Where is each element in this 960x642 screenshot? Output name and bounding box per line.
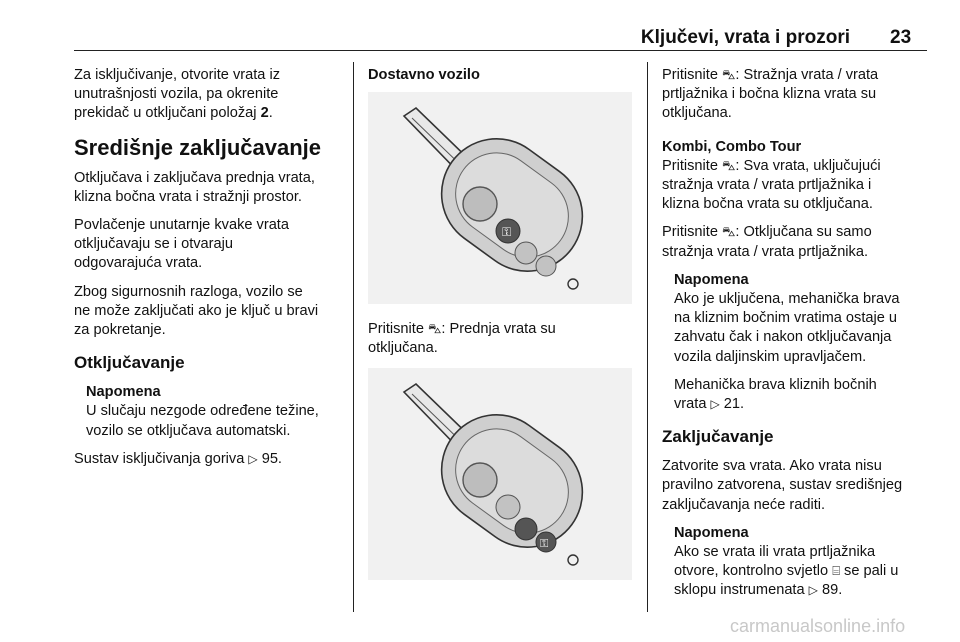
column-divider-1 [353,62,354,612]
car-rear-unlock-icon: ⛍ [722,68,736,83]
column-2 [368,66,632,580]
car-front-unlock-icon: ⛍ [722,158,736,174]
page-reference-arrow-icon: ▷ [808,583,818,598]
note-label: Napomena [86,384,161,401]
column-divider-2 [647,62,648,612]
svg-text:⚿: ⚿ [502,225,512,240]
note-label: Napomena [674,524,749,541]
paragraph-central-1: Otključava i zaključava prednja vrata, klizna bočna vrata i stražnji prostor. [74,169,315,205]
page-reference[interactable]: 89. [821,582,843,599]
key-fob-rear-unlock-illustration [368,368,632,580]
note-block-1: Napomena Ako je uključena, mehanička brava na kliznim bočnim vratima ostaje u zahvatu čak i nakon otključavanja vozila daljinskim upravljačem. [674,271,928,367]
note-block: Napomena U slučaju nezgode određene težine, vozilo se otključava automatski. [86,383,346,441]
heading-central-locking: Središnje zaključavanje [74,134,322,160]
column-1 [74,66,346,478]
car-front-unlock-icon: ⛍ [428,322,442,338]
note-block-1b: Mehanička brava kliznih bočnih vrata ▷ 21. [674,376,877,413]
intro-paragraph: Za isključivanje, otvorite vrata iz unutrašnjosti vozila, pa okrenite prekidač u otključani položaj 2. [74,67,281,122]
position-number: 2 [260,105,269,122]
page-reference[interactable]: 95. [261,450,282,467]
press-rear-only-paragraph: Pritisnite ⛍: Otključana su samo stražnja vrata / vrata prtljažnika. [662,224,872,260]
key-fob-front-unlock-illustration [368,92,632,304]
heading-delivery-van: Dostavno vozilo [368,67,480,83]
key-fob-illustration-1 [368,92,632,304]
press-all-paragraph: Pritisnite ⛍: Sva vrata, uključujući stražnja vrata / vrata prtljažnika i klizna bočna vrata su otključana. [662,157,881,213]
column-3 [662,66,928,610]
press-rear-paragraph: Pritisnite ⛍: Stražnja vrata / vrata prtljažnika i bočna klizna vrata su otključana. [662,67,879,122]
heading-kombi: Kombi, Combo Tour [662,138,802,155]
key-fob-illustration-2 [368,368,632,580]
page-reference-arrow-icon: ▷ [248,451,258,466]
page-reference-arrow-icon: ▷ [710,397,720,412]
heading-locking: Zaključavanje [662,427,774,447]
paragraph-central-3: Zbog sigurnosnih razloga, vozilo se ne može zaključati ako je ključ u bravi za pokretanje. [74,283,319,339]
car-rear-unlock-icon: ⛍ [722,225,736,241]
paragraph-central-2: Povlačenje unutarnje kvake vrata otključavaju se i otvaraju odgovarajuća vrata. [74,217,289,272]
press-front-paragraph: Pritisnite ⛍: Prednja vrata su otključana. [368,321,556,357]
watermark: carmanualsonline.info [730,616,906,636]
header-rule [74,50,927,51]
heading-unlocking: Otključavanje [74,353,185,373]
door-open-warning-icon: ⌸ [832,564,840,580]
svg-text:⚿: ⚿ [540,536,549,550]
page-number: 23 [890,27,912,48]
fuel-cutoff-paragraph: Sustav isključivanja goriva ▷ 95. [74,450,282,467]
locking-paragraph: Zatvorite sva vrata. Ako vrata nisu pravilno zatvorena, sustav središnjeg zaključavanja neće raditi. [662,458,903,513]
page-reference[interactable]: 21. [723,396,745,413]
note-block-2: Napomena Ako se vrata ili vrata prtljažnika otvore, kontrolno svjetlo ⌸ se pali u sklopu instrumenata ▷ 89. [674,524,928,601]
page-header-title: Ključevi, vrata i prozori [640,27,850,48]
note-label: Napomena [674,271,749,288]
